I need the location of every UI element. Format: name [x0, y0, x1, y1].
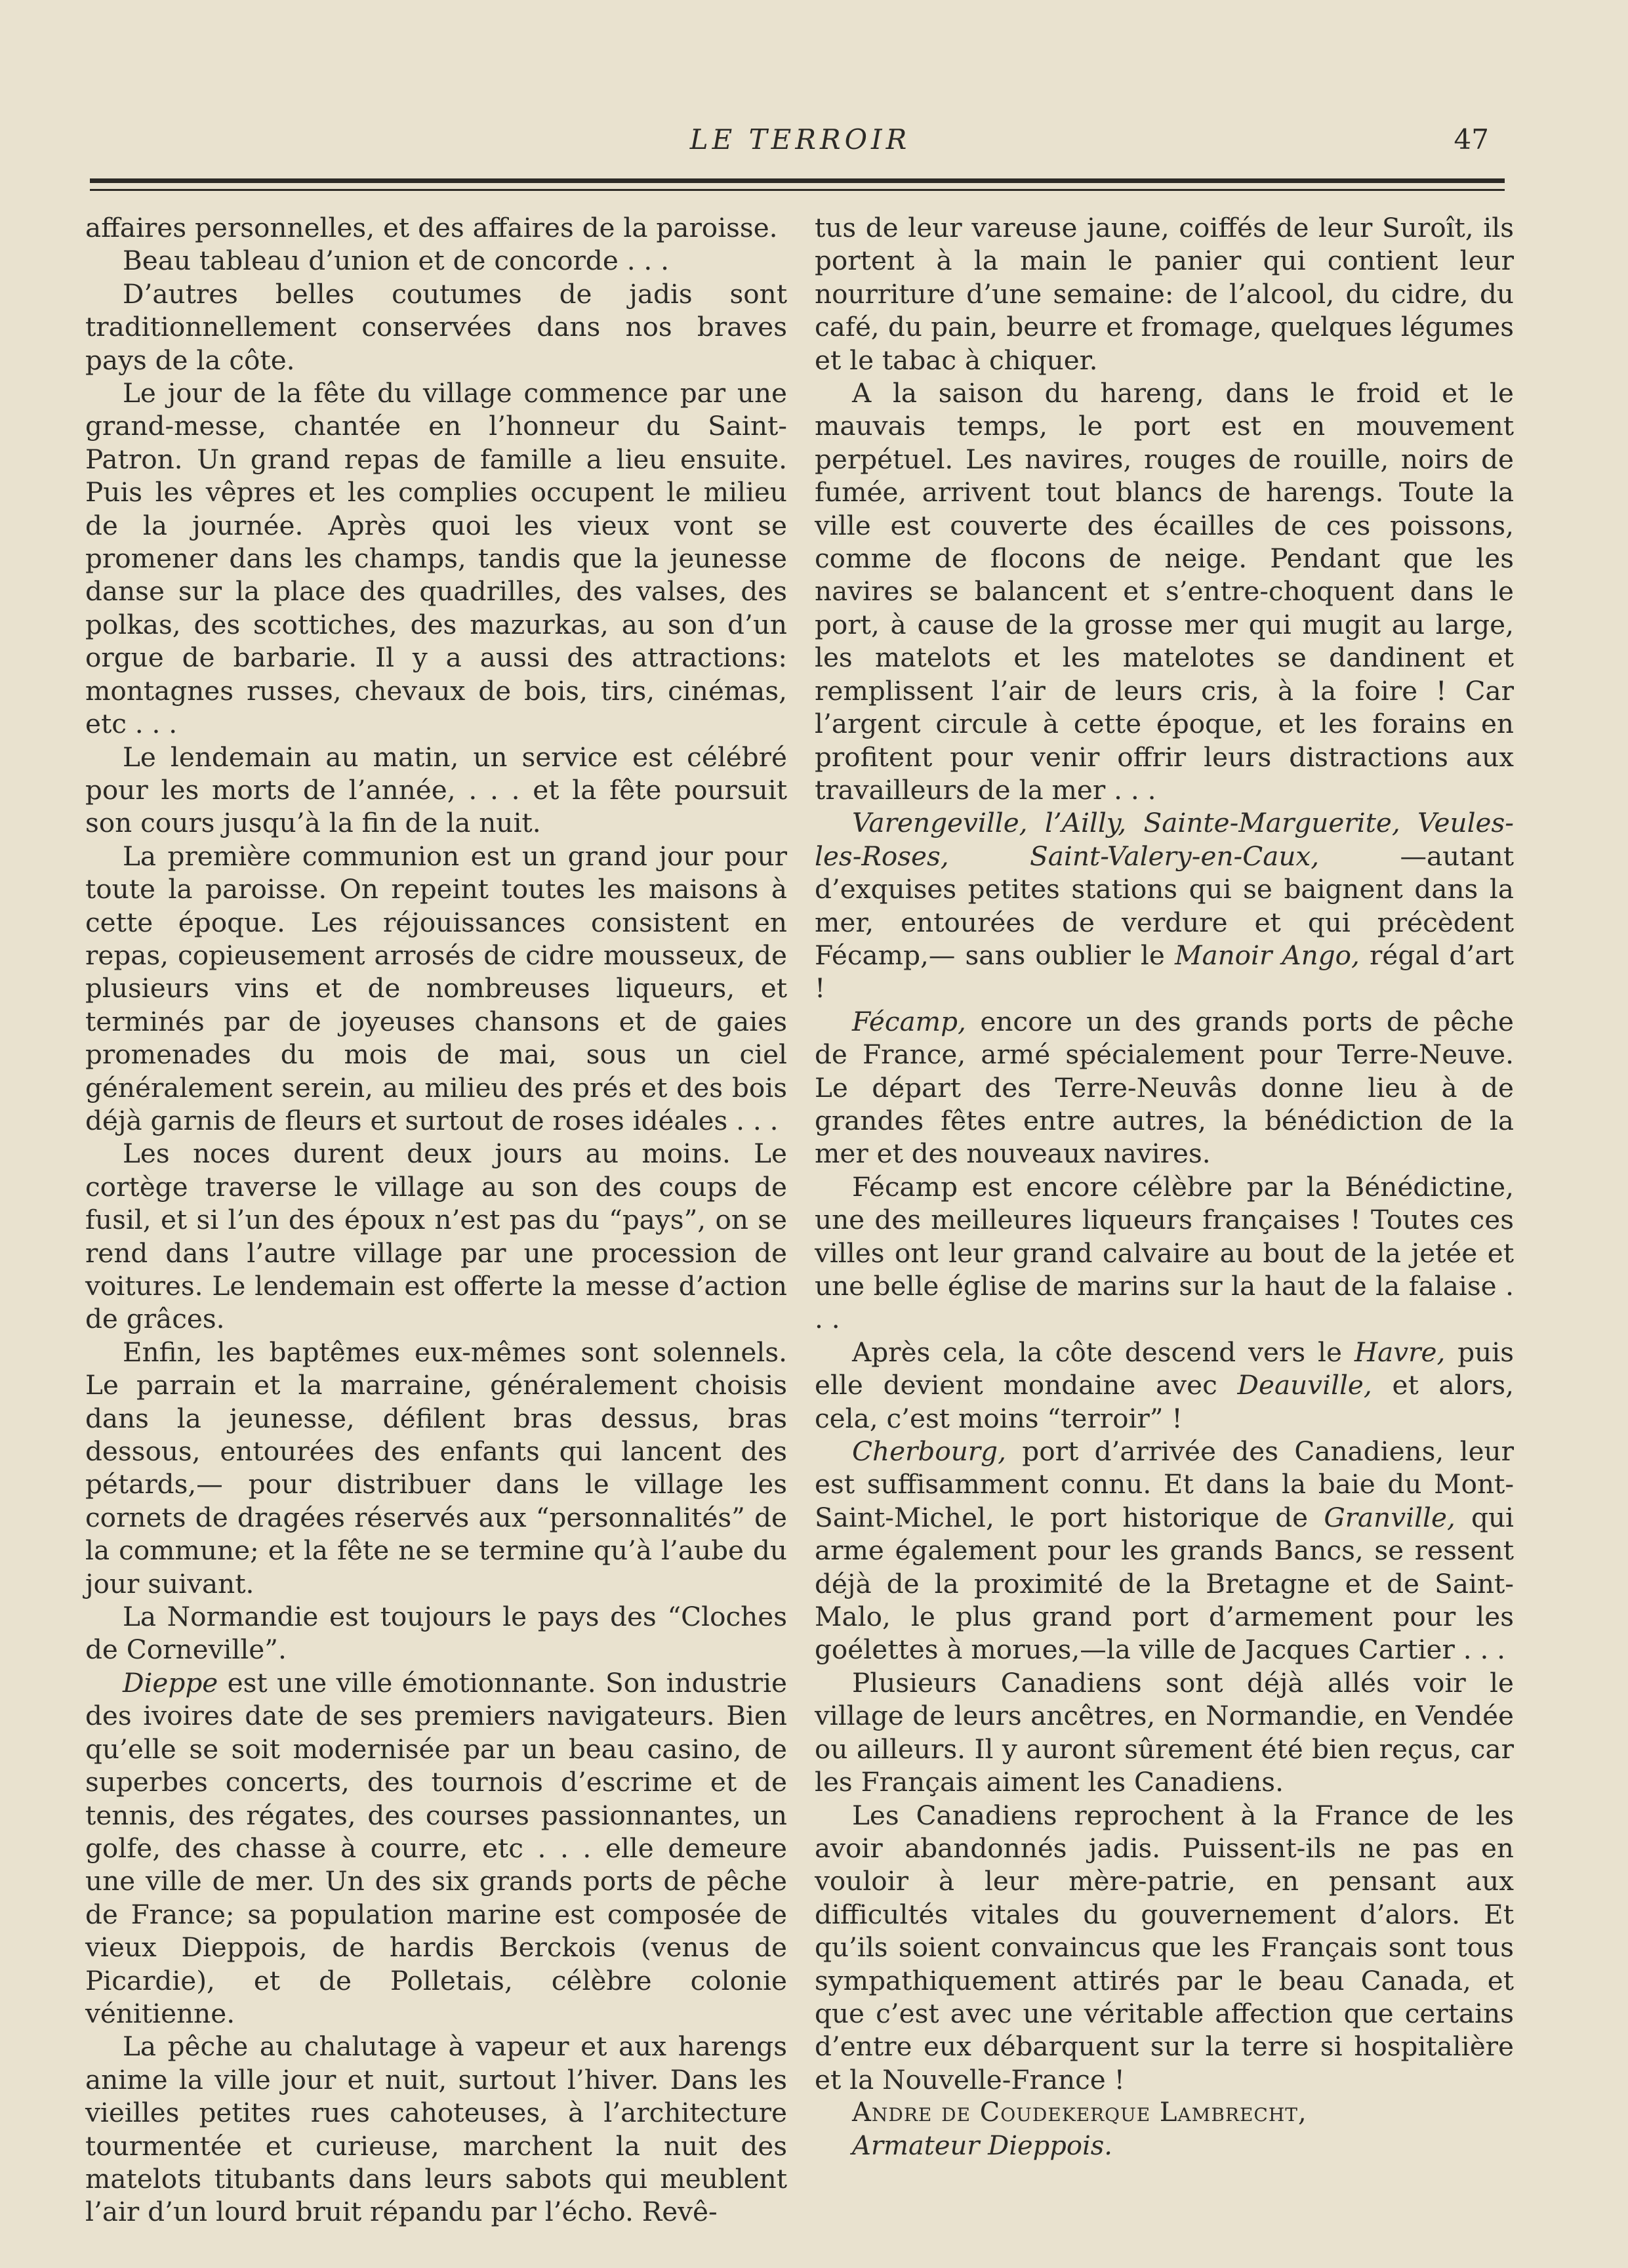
paragraph-text: qui arme également pour les grands Bancs, se ressent déjà de la proximité de la Bretagne et de Saint-Malo, le plus grand port d’armement pour les goélettes à morues,—la ville de Jacques Cartier . . . [815, 1501, 1515, 1666]
place-name: Fécamp, [852, 1005, 966, 1037]
paragraph: Les Canadiens reprochent à la France de les avoir abandonnés jadis. Puissent-ils ne pas en vouloir à leur mère-patrie, en pensant aux difficultés vitales du gouvernement d’alors. Et qu’ils soient convaincus que les Français sont tous sympathiquement attirés par le beau Canada, et que c’est avec une véritable affection que certains d’entre eux débarquent sur la terre si hospitalière et la Nouvelle-France ! [815, 1799, 1514, 2095]
paragraph: A la saison du hareng, dans le froid et le mauvais temps, le port est en mouvement perpétuel. Les navires, rouges de rouille, noirs de fumée, arrivent tout blancs de harengs. Toute la ville est couverte des écailles de ces poissons, comme de flocons de neige. Pendant que les navires se balancent et s’entre-choquent dans le port, à cause de la grosse mer qui mugit au large, les matelots et les matelotes se dandinent et remplissent l’air de leurs cris, à la foire ! Car l’argent circule à cette époque, et les forains en profitent pour venir offrir leurs distractions aux travailleurs de la mer . . . [815, 377, 1514, 806]
author-role: Armateur Dieppois. [852, 2130, 1112, 2161]
paragraph: La pêche au chalutage à vapeur et aux harengs anime la ville jour et nuit, surtout l’hiver. Dans les vieilles petites rues cahoteuses, à l’architecture tourmentée et curieuse, marchent la nuit des matelots titubants dans leurs sabots qui meublent l’air d’un lourd bruit répandu par l’écho. Revê- [85, 2031, 787, 2228]
right-column [815, 211, 1514, 2162]
place-name: Havre, [1354, 1336, 1446, 1368]
paragraph-fecamp [815, 1005, 1514, 1170]
author-signature: Andre de Coudekerque Lambrecht, [852, 2097, 1307, 2128]
left-column [85, 211, 787, 2229]
paragraph: tus de leur vareuse jaune, coiffés de leur Suroît, ils portent à la main le panier qui contient leur nourriture d’une semaine: de l’alcool, du cidre, du café, du pain, beurre et fromage, quelques légumes et le tabac à chiquer. [815, 212, 1514, 376]
paragraph: La Normandie est toujours le pays des “Cloches de Corneville”. [85, 1601, 787, 1666]
place-name: Dieppe [123, 1666, 218, 1699]
paragraph: affaires personnelles, et des affaires de la paroisse. [85, 212, 778, 243]
paragraph-text: est une ville émotionnante. Son industrie des ivoires date de ses premiers navigateurs. Bien qu’elle se soit modernisée par un beau casino, de superbes concerts, des tournois d’escrime et de tennis, des régates, des courses passionnantes, un golfe, des chasse à courre, etc . . . elle demeure une ville de mer. Un des six grands ports de pêche de France; sa population marine est composée de vieux Dieppois, de hardis Berckois (venus de Picardie), et de Polletais, célèbre colonie vénitienne. [85, 1666, 787, 2029]
running-title: LE TERROIR [689, 123, 911, 155]
paragraph-cherbourg [815, 1435, 1514, 1666]
place-name: Cherbourg, [852, 1435, 1006, 1468]
place-name: Deauville, [1237, 1369, 1372, 1401]
paragraph: Les noces durent deux jours au moins. Le cortège traverse le village au son des coups de fusil, et si l’un des époux n’est pas du “pays”, on se rend dans l’autre village par une procession de voitures. Le lendemain est offerte la messe d’action de grâces. [85, 1138, 787, 1335]
paragraph: Fécamp est encore célèbre par la Bénédictine, une des meilleures liqueurs françaises ! Toutes ces villes ont leur grand calvaire au bout de la jetée et une belle église de marins sur la haut de la falaise . . . [815, 1170, 1514, 1335]
page-header [85, 123, 1515, 163]
paragraph: La première communion est un grand jour pour toute la paroisse. On repeint toutes les maisons à cette époque. Les réjouissances consistent en repas, copieusement arrosés de cidre mousseux, de plusieurs vins et de nombreuses liqueurs, et terminés par de joyeuses chansons et de gaies promenades du mois de mai, sous un ciel généralement serein, au milieu des prés et des bois déjà garnis de fleurs et surtout de roses idéales . . . [85, 840, 787, 1136]
paragraph-text: Après cela, la côte descend vers le [852, 1336, 1354, 1368]
paragraph-text: et alors, cela, c’est moins “terroir” ! [815, 1369, 1515, 1434]
place-name: Manoir Ango, [1174, 939, 1360, 971]
header-rule-thick [90, 178, 1505, 183]
paragraph-dieppe [85, 1666, 787, 2030]
paragraph-text: port d’arrivée des Canadiens, leur est suffisamment connu. Et dans la baie du Mont-Saint-Michel, le port historique de [815, 1435, 1514, 1533]
header-rule-thin [90, 189, 1505, 191]
paragraph: Le jour de la fête du village commence par une grand-messe, chantée en l’honneur du Saint-Patron. Un grand repas de famille a lieu ensuite. Puis les vêpres et les complies occupent le milieu de la journée. Après quoi les vieux vont se promener dans les champs, tandis que la jeunesse danse sur la place des quadrilles, des valses, des polkas, des scottiches, des mazurkas, au son d’un orgue de barbarie. Il y a aussi des attractions: montagnes russes, chevaux de bois, tirs, cinémas, etc . . . [85, 377, 787, 740]
place-names: Varengeville, l’Ailly, Sainte-Marguerite, Veules-les-Roses, Saint-Valery-en-Caux, [815, 807, 1514, 872]
place-name: Granville, [1324, 1501, 1455, 1533]
paragraph: Enfin, les baptêmes eux-mêmes sont solennels. Le parrain et la marraine, généralement choisis dans la jeunesse, défilent bras dessus, bras dessous, entourées des enfants qui lancent des pétards,— pour distribuer dans le village les cornets de dragées réservés aux “personnalités” de la commune; et la fête ne se termine qu’à l’aube du jour suivant. [85, 1336, 787, 1599]
page-number: 47 [1454, 123, 1489, 155]
paragraph-stations [815, 806, 1514, 1004]
paragraph: Plusieurs Canadiens sont déjà allés voir le village de leurs ancêtres, en Normandie, en Vendée ou ailleurs. Il y auront sûrement été bien reçus, car les Français aiment les Canadiens. [815, 1666, 1514, 1798]
paragraph-text: —autant d’exquises petites stations qui se baignent dans la mer, entourées de verdure et qui précèdent Fécamp,— sans oublier le [815, 840, 1514, 971]
paragraph: D’autres belles coutumes de jadis sont traditionnellement conservées dans nos braves pays de la côte. [85, 278, 787, 376]
paragraph-havre [815, 1336, 1514, 1435]
paragraph: Le lendemain au matin, un service est célébré pour les morts de l’année, . . . et la fête poursuit son cours jusqu’à la fin de la nuit. [85, 741, 787, 839]
paragraph-text: encore un des grands ports de pêche de France, armé spécialement pour Terre-Neuve. Le départ des Terre-Neuvâs donne lieu à de grandes fêtes entre autres, la bénédiction de la mer et des nouveaux navires. [815, 1005, 1514, 1170]
paragraph-text: puis elle devient mondaine avec [815, 1336, 1514, 1401]
paragraph: Beau tableau d’union et de concorde . . . [123, 245, 670, 277]
paragraph-text: régal d’art ! [815, 939, 1514, 1004]
